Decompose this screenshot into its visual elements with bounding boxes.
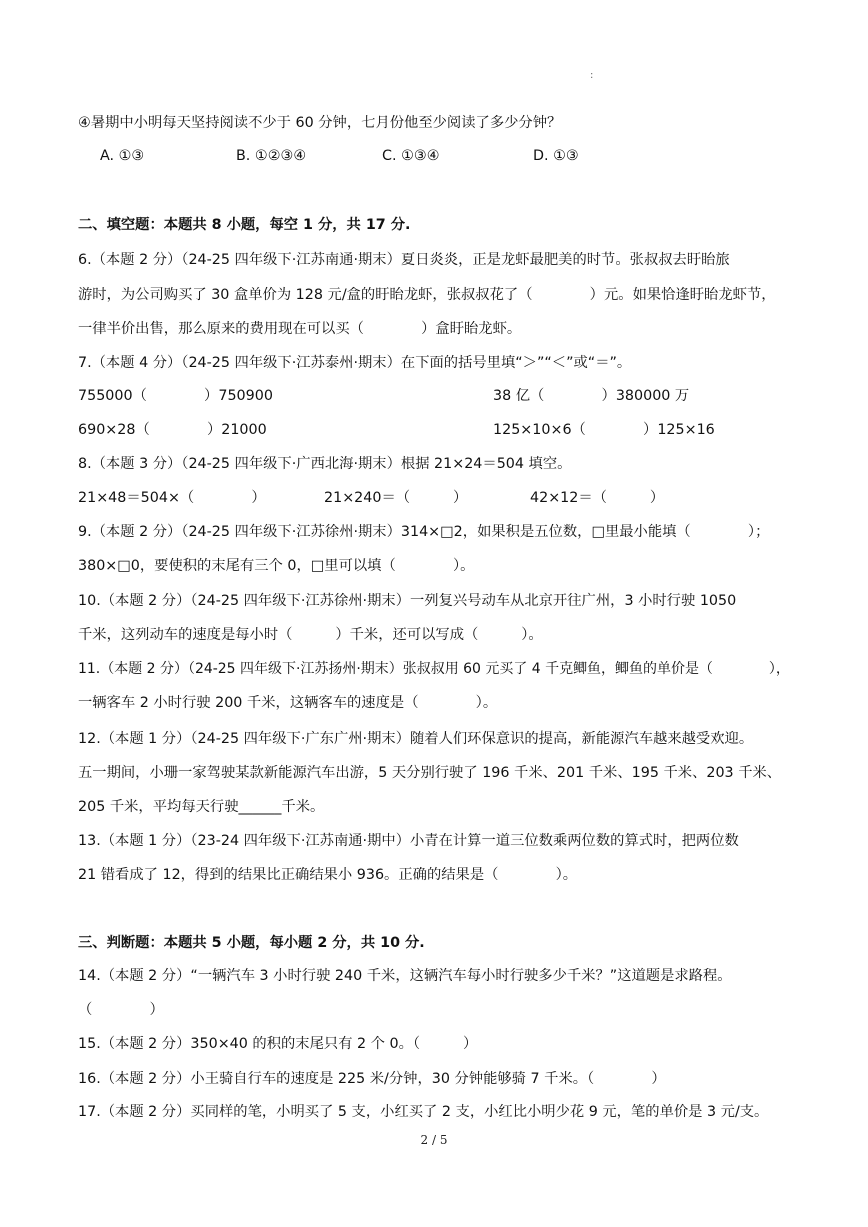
question-12-line-2: 五一期间，小珊一家驾驶某款新能源汽车出游，5 天分别行驶了 196 千米、201 千米、195 千米、203 千米、: [78, 765, 782, 781]
question-8-b: 21×240＝（ ）: [324, 490, 468, 506]
question-14-line-2: （ ）: [78, 1002, 164, 1018]
question-11-line-1: 11.（本题 2 分）（24-25 四年级下·江苏扬州·期末）张叔叔用 60 元买了 4 千克鲫鱼，鲫鱼的单价是（ ），: [78, 661, 790, 677]
question-7-row1-right: 38 亿（ ）380000 万: [493, 388, 690, 404]
question-7-stem: 7.（本题 4 分）（24-25 四年级下·江苏泰州·期末）在下面的括号里填“＞”“＜”或“＝”。: [78, 355, 632, 371]
question-8-c: 42×12＝（ ）: [530, 490, 665, 506]
page-number: 2 / 5: [420, 1133, 448, 1147]
question-10-line-2: 千米，这列动车的速度是每小时（ ）千米，还可以写成（ ）。: [78, 627, 543, 643]
question-7-row2-right: 125×10×6（ ）125×16: [493, 422, 715, 438]
option-b: B. ①②③④: [236, 148, 307, 164]
question-13-line-2: 21 错看成了 12，得到的结果比正确结果小 936。正确的结果是（ ）。: [78, 867, 578, 883]
question-7-row2-left: 690×28（ ）21000: [78, 422, 267, 438]
question-11-line-2: 一辆客车 2 小时行驶 200 千米，这辆客车的速度是（ ）。: [78, 695, 498, 711]
question-14-line-1: 14.（本题 2 分）“一辆汽车 3 小时行驶 240 千米，这辆汽车每小时行驶多少千米？”这道题是求路程。: [78, 968, 732, 984]
question-6-line-1: 6.（本题 2 分）（24-25 四年级下·江苏南通·期末）夏日炎炎，正是龙虾最肥美的时节。张叔叔去盱眙旅: [78, 252, 730, 268]
option-a: A. ①③: [100, 148, 145, 164]
question-13-line-1: 13.（本题 1 分）（23-24 四年级下·江苏南通·期中）小青在计算一道三位数乘两位数的算式时，把两位数: [78, 833, 739, 849]
section-2-title: 二、填空题：本题共 8 小题，每空 1 分，共 17 分.: [78, 217, 411, 233]
question-9-line-1: 9.（本题 2 分）（24-25 四年级下·江苏徐州·期末）314×□2，如果积是五位数，□里最小能填（ ）；: [78, 524, 770, 540]
question-4-line: ④暑期中小明每天坚持阅读不少于 60 分钟，七月份他至少阅读了多少分钟？: [78, 115, 562, 131]
question-16-line: 16.（本题 2 分）小王骑自行车的速度是 225 米/分钟，30 分钟能够骑 7 千米。（ ）: [78, 1071, 666, 1087]
question-8-stem: 8.（本题 3 分）（24-25 四年级下·广西北海·期末）根据 21×24＝504 填空。: [78, 456, 572, 472]
question-8-a: 21×48＝504×（ ）: [78, 490, 266, 506]
question-6-line-2: 游时，为公司购买了 30 盒单价为 128 元/盒的盱眙龙虾，张叔叔花了（ ）元。如果恰逢盱眙龙虾节，: [78, 287, 776, 303]
question-12-line-1: 12.（本题 1 分）（24-25 四年级下·广东广州·期末）随着人们环保意识的提高，新能源汽车越来越受欢迎。: [78, 731, 754, 747]
top-mark: :: [590, 70, 594, 81]
question-6-line-3: 一律半价出售，那么原来的费用现在可以买（ ）盒盱眙龙虾。: [78, 321, 522, 337]
option-d: D. ①③: [533, 148, 579, 164]
question-12-line-3: 205 千米，平均每天行驶______千米。: [78, 799, 325, 815]
question-17-line: 17.（本题 2 分）买同样的笔，小明买了 5 支，小红买了 2 支，小红比小明少花 9 元，笔的单价是 3 元/支。: [78, 1104, 769, 1120]
question-15-line: 15.（本题 2 分）350×40 的积的末尾只有 2 个 0。（ ）: [78, 1036, 478, 1052]
question-7-row1-left: 755000（ ）750900: [78, 388, 273, 404]
option-c: C. ①③④: [382, 148, 440, 164]
question-9-line-2: 380×□0，要使积的末尾有三个 0，□里可以填（ ）。: [78, 558, 475, 574]
section-3-title: 三、判断题：本题共 5 小题，每小题 2 分，共 10 分.: [78, 935, 425, 951]
question-10-line-1: 10.（本题 2 分）（24-25 四年级下·江苏徐州·期末）一列复兴号动车从北京开往广州，3 小时行驶 1050: [78, 593, 737, 609]
